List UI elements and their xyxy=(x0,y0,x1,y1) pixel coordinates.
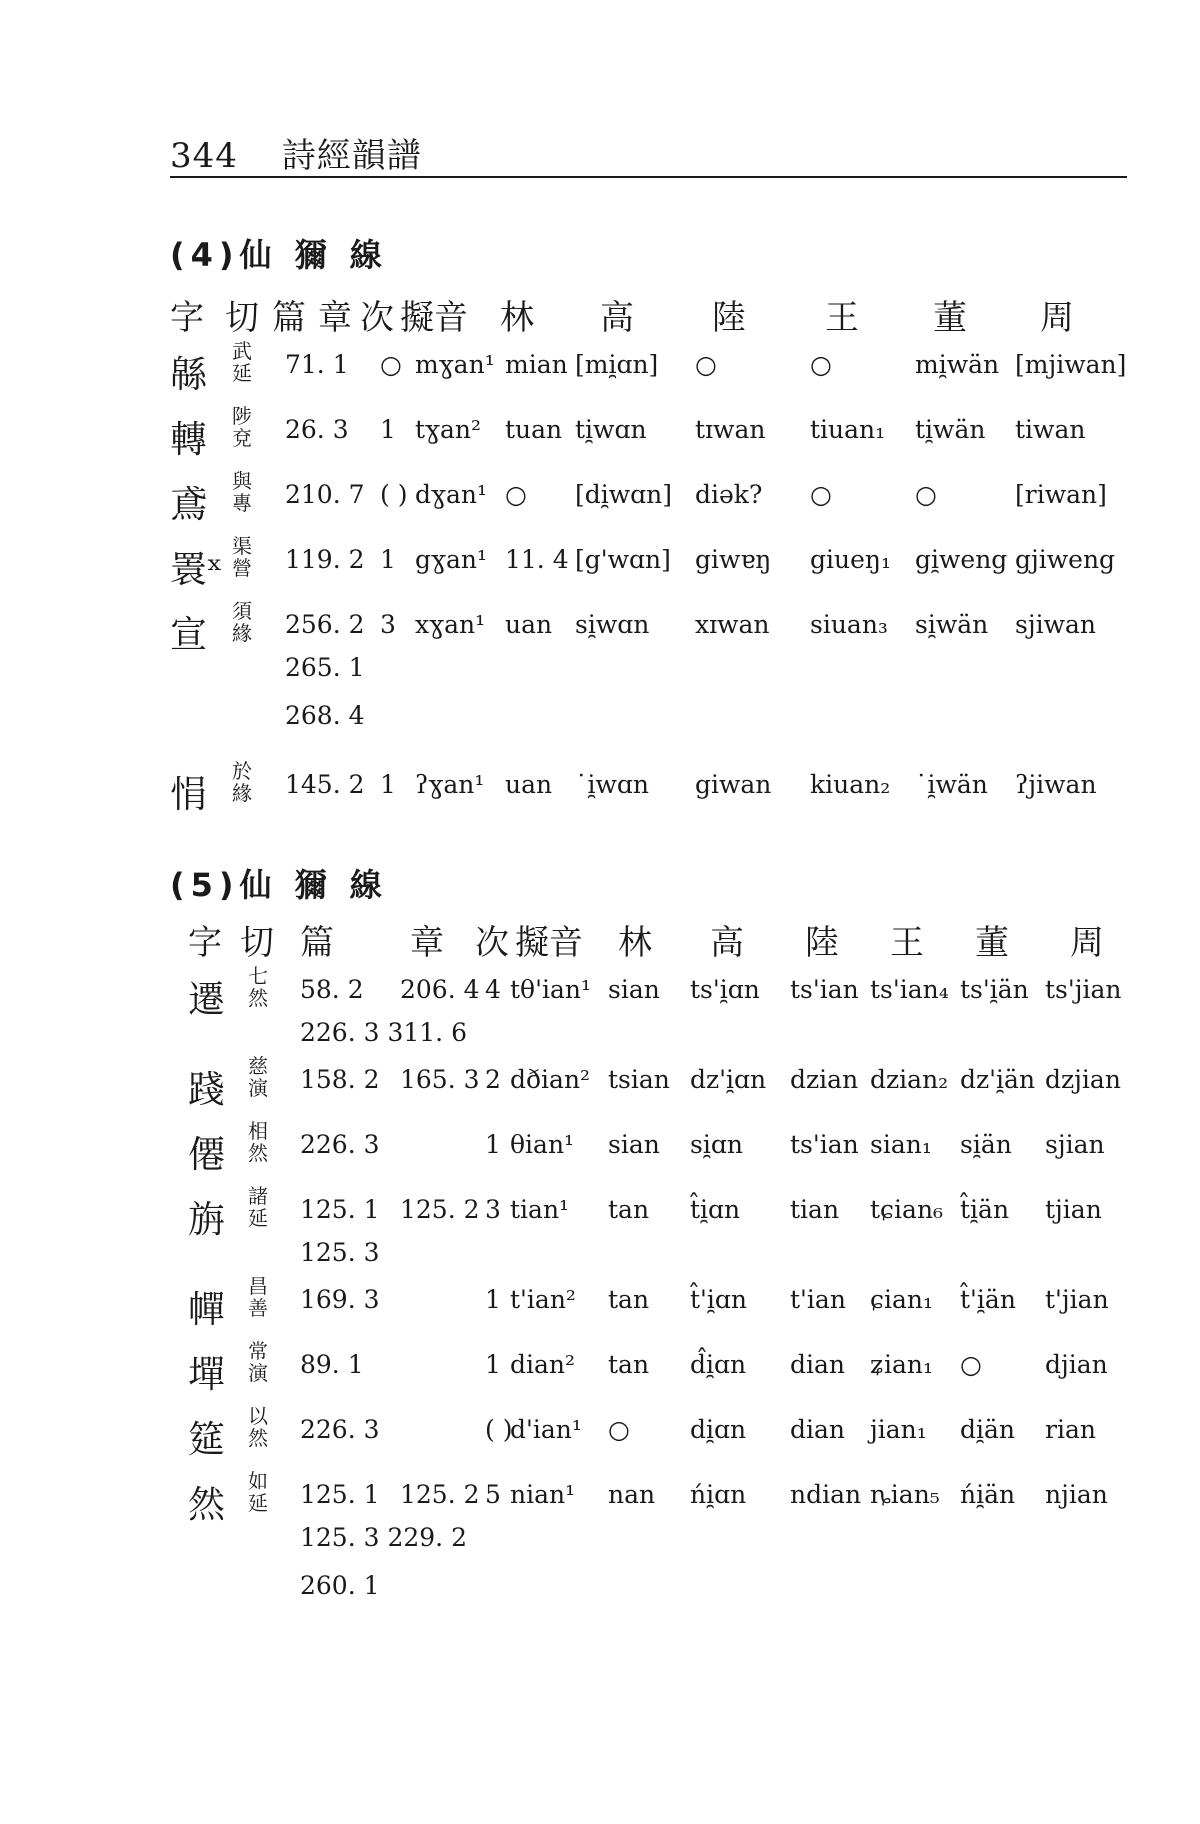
ci-value: 1 xyxy=(485,1285,501,1314)
gao-reading: t̂'i̯ɑn xyxy=(690,1285,748,1314)
lin-reading: uan xyxy=(505,770,553,799)
zhou-reading: tjian xyxy=(1045,1195,1102,1224)
ci-value: 5 xyxy=(485,1480,501,1509)
lu-reading: ts'ian xyxy=(790,975,859,1004)
gao-reading: si̯ɑn xyxy=(690,1130,743,1159)
lu-reading: dian xyxy=(790,1350,846,1379)
lin-reading: mian xyxy=(505,350,568,379)
pian-ref: 145. 2 xyxy=(285,770,365,799)
fanqie-spelling xyxy=(232,470,252,514)
ci-value: 1 xyxy=(380,545,396,574)
entry-character: 墠 xyxy=(188,1353,225,1396)
pian-ref: 169. 3 xyxy=(300,1285,380,1314)
gao-reading: [g'wɑn] xyxy=(575,545,671,574)
sec5-header-6: 林 xyxy=(618,923,652,963)
pian-ref: 256. 2 xyxy=(285,610,365,639)
header-rule xyxy=(170,176,1127,178)
entry-character: 宣 xyxy=(170,613,207,656)
continued-reference: 226. 3 311. 6 xyxy=(300,1018,467,1047)
dong-reading: t̂i̯än xyxy=(960,1195,1010,1224)
reconstruction: t'ian² xyxy=(510,1285,576,1314)
fanqie-char: 渠 xyxy=(232,534,252,558)
fanqie-spelling xyxy=(232,535,252,579)
lin-reading: sian xyxy=(608,1130,660,1159)
entry-character: 然 xyxy=(188,1483,225,1526)
continued-reference: 125. 3 229. 2 xyxy=(300,1523,467,1552)
lu-reading: ts'ian xyxy=(790,1130,859,1159)
fanqie-char: 昌 xyxy=(248,1274,268,1298)
dong-reading: di̯än xyxy=(960,1415,1016,1444)
wang-reading: ○ xyxy=(810,350,832,379)
sec5-header-2: 篇 xyxy=(300,923,334,963)
fanqie-spelling xyxy=(232,600,252,644)
book-title: 詩經韻譜 xyxy=(281,136,422,176)
sec4-header-8: 陸 xyxy=(712,298,746,338)
entry-character: 悁 xyxy=(170,773,207,816)
zhang-ref: 206. 4 xyxy=(400,975,480,1004)
continued-reference: 260. 1 xyxy=(300,1571,380,1600)
fanqie-spelling xyxy=(248,1185,268,1229)
zhou-reading: rian xyxy=(1045,1415,1096,1444)
fanqie-char: 相 xyxy=(248,1119,268,1143)
lin-reading: 11. 4 xyxy=(505,545,569,574)
pian-ref: 58. 2 xyxy=(300,975,364,1004)
fanqie-char: 然 xyxy=(248,986,268,1010)
zhou-reading: t'jian xyxy=(1045,1285,1109,1314)
reconstruction: ʔɣan¹ xyxy=(415,770,485,799)
sec4-header-3: 章 xyxy=(318,298,352,338)
dong-reading: si̯wän xyxy=(915,610,989,639)
dong-reading: si̯än xyxy=(960,1130,1012,1159)
ci-value: 1 xyxy=(485,1130,501,1159)
wang-reading: ○ xyxy=(810,480,832,509)
ci-value: 1 xyxy=(380,770,396,799)
zhou-reading: ʔjiwan xyxy=(1015,770,1097,799)
reconstruction: d'ian¹ xyxy=(510,1415,582,1444)
lu-reading: dzian xyxy=(790,1065,859,1094)
gao-reading: ti̯wɑn xyxy=(575,415,647,444)
pian-ref: 226. 3 xyxy=(300,1130,380,1159)
reconstruction: tian¹ xyxy=(510,1195,570,1224)
sec5-header-1: 切 xyxy=(240,923,274,963)
pian-ref: 125. 1 xyxy=(300,1195,380,1224)
sec4-header-0: 字 xyxy=(170,298,204,338)
lu-reading: t'ian xyxy=(790,1285,846,1314)
zhou-reading: gjiweng xyxy=(1015,545,1116,574)
lu-reading: tɪwan xyxy=(695,415,766,444)
fanqie-spelling xyxy=(232,405,252,449)
fanqie-spelling xyxy=(248,965,268,1009)
dong-reading: ○ xyxy=(960,1350,982,1379)
zhou-reading: sjian xyxy=(1045,1130,1105,1159)
entry-character: 幝 xyxy=(188,1288,225,1331)
wang-reading: ʑian₁ xyxy=(870,1350,934,1379)
sec5-header-9: 王 xyxy=(890,923,924,963)
pian-ref: 158. 2 xyxy=(300,1065,380,1094)
lin-reading: ○ xyxy=(608,1415,630,1444)
fanqie-char: 陟 xyxy=(232,404,252,428)
wang-reading: dzian₂ xyxy=(870,1065,949,1094)
gao-reading: [di̯wɑn] xyxy=(575,480,673,509)
reconstruction: xɣan¹ xyxy=(415,610,486,639)
continued-reference: 268. 4 xyxy=(285,701,365,730)
sec4-header-1: 切 xyxy=(225,298,259,338)
pian-ref: 226. 3 xyxy=(300,1415,380,1444)
lin-reading: nan xyxy=(608,1480,656,1509)
fanqie-char: 武 xyxy=(232,339,252,363)
sec5-header-8: 陸 xyxy=(805,923,839,963)
fanqie-char: 緣 xyxy=(232,621,252,645)
lin-reading: tan xyxy=(608,1195,650,1224)
section-5-title: (5)仙 獮 線 xyxy=(170,866,388,904)
page-header xyxy=(170,128,422,177)
entry-character: 轉 xyxy=(170,418,207,461)
reconstruction: dian² xyxy=(510,1350,576,1379)
fanqie-char: 於 xyxy=(232,759,252,783)
lu-reading: ndian xyxy=(790,1480,862,1509)
lu-reading: xɪwan xyxy=(695,610,770,639)
fanqie-spelling xyxy=(248,1405,268,1449)
reconstruction: dðian² xyxy=(510,1065,591,1094)
pian-ref: 26. 3 xyxy=(285,415,349,444)
zhou-reading: ts'jian xyxy=(1045,975,1122,1004)
entry-character: 鳶 xyxy=(170,483,207,526)
lu-reading: giwɐŋ xyxy=(695,545,772,574)
fanqie-char: 善 xyxy=(248,1296,268,1320)
fanqie-spelling xyxy=(248,1340,268,1384)
fanqie-spelling xyxy=(248,1120,268,1164)
dong-reading: ńi̯än xyxy=(960,1480,1016,1509)
pian-ref: 210. 7 xyxy=(285,480,365,509)
fanqie-spelling xyxy=(248,1275,268,1319)
pian-ref: 119. 2 xyxy=(285,545,365,574)
zhou-reading: tiwan xyxy=(1015,415,1086,444)
ci-value: 3 xyxy=(485,1195,501,1224)
pian-ref: 125. 1 xyxy=(300,1480,380,1509)
sec4-header-7: 高 xyxy=(600,298,634,338)
fanqie-char: 諸 xyxy=(248,1184,268,1208)
gao-reading: ts'i̯ɑn xyxy=(690,975,760,1004)
sec4-header-11: 周 xyxy=(1040,298,1074,338)
fanqie-char: 營 xyxy=(232,556,252,580)
entry-character: 瞏ˣ xyxy=(170,548,223,591)
dong-reading: t̂'i̯än xyxy=(960,1285,1016,1314)
fanqie-char: 須 xyxy=(232,599,252,623)
fanqie-char: 演 xyxy=(248,1076,268,1100)
entry-character: 僊 xyxy=(188,1133,225,1176)
fanqie-char: 延 xyxy=(248,1491,268,1515)
sec5-header-10: 董 xyxy=(975,923,1009,963)
entry-character: 緜 xyxy=(170,353,207,396)
fanqie-char: 兗 xyxy=(232,426,252,450)
fanqie-char: 延 xyxy=(232,361,252,385)
lu-reading: ○ xyxy=(695,350,717,379)
page-number: 344 xyxy=(170,136,238,176)
fanqie-char: 慈 xyxy=(248,1054,268,1078)
ci-value: ○ xyxy=(380,350,402,379)
fanqie-spelling xyxy=(248,1470,268,1514)
pian-ref: 71. 1 xyxy=(285,350,349,379)
ci-value: 2 xyxy=(485,1065,501,1094)
entry-character: 旃 xyxy=(188,1198,225,1241)
zhou-reading: njian xyxy=(1045,1480,1108,1509)
lin-reading: sian xyxy=(608,975,660,1004)
fanqie-spelling xyxy=(232,760,252,804)
gao-reading: ˙i̯wɑn xyxy=(575,770,649,799)
dong-reading: dz'i̯än xyxy=(960,1065,1036,1094)
zhou-reading: djian xyxy=(1045,1350,1108,1379)
entry-character: 踐 xyxy=(188,1068,225,1111)
fanqie-char: 常 xyxy=(248,1339,268,1363)
zhang-ref: 125. 2 xyxy=(400,1195,480,1224)
lin-reading: tan xyxy=(608,1350,650,1379)
wang-reading: ɕian₁ xyxy=(870,1285,934,1314)
continued-reference: 125. 3 xyxy=(300,1238,380,1267)
fanqie-char: 專 xyxy=(232,491,252,515)
ci-value: 1 xyxy=(380,415,396,444)
dong-reading: ○ xyxy=(915,480,937,509)
sec4-header-9: 王 xyxy=(825,298,859,338)
zhang-ref: 165. 3 xyxy=(400,1065,480,1094)
gao-reading: t̂i̯ɑn xyxy=(690,1195,741,1224)
dong-reading: mi̯wän xyxy=(915,350,1000,379)
lu-reading: tian xyxy=(790,1195,840,1224)
sec4-header-4: 次 xyxy=(360,298,394,338)
dong-reading: ti̯wän xyxy=(915,415,986,444)
lin-reading: uan xyxy=(505,610,553,639)
dong-reading: gi̯weng xyxy=(915,545,1008,574)
reconstruction: θian¹ xyxy=(510,1130,575,1159)
wang-reading: ts'ian₄ xyxy=(870,975,949,1004)
sec5-header-3: 章 xyxy=(410,923,444,963)
zhou-reading: sjiwan xyxy=(1015,610,1096,639)
sec5-header-11: 周 xyxy=(1070,923,1104,963)
fanqie-spelling xyxy=(232,340,252,384)
wang-reading: ȵian₅ xyxy=(870,1480,940,1509)
reconstruction: gɣan¹ xyxy=(415,545,488,574)
fanqie-char: 與 xyxy=(232,469,252,493)
sec5-header-7: 高 xyxy=(710,923,744,963)
wang-reading: giueŋ₁ xyxy=(810,545,892,574)
gao-reading: di̯ɑn xyxy=(690,1415,747,1444)
ci-value: 3 xyxy=(380,610,396,639)
wang-reading: jian₁ xyxy=(870,1415,927,1444)
dong-reading: ts'i̯än xyxy=(960,975,1029,1004)
zhou-reading: [mjiwan] xyxy=(1015,350,1127,379)
fanqie-char: 緣 xyxy=(232,781,252,805)
reconstruction: tθ'ian¹ xyxy=(510,975,591,1004)
entry-character: 遷 xyxy=(188,978,225,1021)
zhang-ref: 125. 2 xyxy=(400,1480,480,1509)
ci-value: ( ) xyxy=(485,1415,513,1444)
fanqie-spelling xyxy=(248,1055,268,1099)
wang-reading: sian₁ xyxy=(870,1130,932,1159)
sec4-header-6: 林 xyxy=(500,298,534,338)
wang-reading: siuan₃ xyxy=(810,610,888,639)
gao-reading: [mi̯ɑn] xyxy=(575,350,659,379)
lu-reading: dian xyxy=(790,1415,846,1444)
sec5-header-4: 次 xyxy=(475,923,509,963)
fanqie-char: 演 xyxy=(248,1361,268,1385)
entry-character: 筵 xyxy=(188,1418,225,1461)
reconstruction: nian¹ xyxy=(510,1480,576,1509)
lu-reading: diək? xyxy=(695,480,763,509)
sec5-header-0: 字 xyxy=(188,923,222,963)
sec4-header-5: 擬音 xyxy=(400,298,468,338)
fanqie-char: 七 xyxy=(248,964,268,988)
continued-reference: 265. 1 xyxy=(285,653,365,682)
fanqie-char: 然 xyxy=(248,1141,268,1165)
ci-value: ( ) xyxy=(380,480,408,509)
sec4-header-10: 董 xyxy=(933,298,967,338)
fanqie-char: 如 xyxy=(248,1469,268,1493)
lin-reading: tan xyxy=(608,1285,650,1314)
dong-reading: ˙i̯wän xyxy=(915,770,988,799)
gao-reading: d̂i̯ɑn xyxy=(690,1350,747,1379)
wang-reading: tɕian₆ xyxy=(870,1195,944,1224)
lin-reading: ○ xyxy=(505,480,527,509)
wang-reading: kiuan₂ xyxy=(810,770,891,799)
reconstruction: dɣan¹ xyxy=(415,480,488,509)
wang-reading: tiuan₁ xyxy=(810,415,886,444)
fanqie-char: 以 xyxy=(248,1404,268,1428)
fanqie-char: 然 xyxy=(248,1426,268,1450)
reconstruction: tɣan² xyxy=(415,415,482,444)
gao-reading: dz'i̯ɑn xyxy=(690,1065,767,1094)
section-4-title: (4)仙 獮 線 xyxy=(170,236,388,274)
sec5-header-5: 擬音 xyxy=(515,923,583,963)
reconstruction: mɣan¹ xyxy=(415,350,495,379)
ci-value: 1 xyxy=(485,1350,501,1379)
zhou-reading: dzjian xyxy=(1045,1065,1121,1094)
gao-reading: ńi̯ɑn xyxy=(690,1480,747,1509)
lin-reading: tsian xyxy=(608,1065,670,1094)
zhou-reading: [riwan] xyxy=(1015,480,1107,509)
lin-reading: tuan xyxy=(505,415,563,444)
sec4-header-2: 篇 xyxy=(272,298,306,338)
gao-reading: si̯wɑn xyxy=(575,610,650,639)
pian-ref: 89. 1 xyxy=(300,1350,364,1379)
fanqie-char: 延 xyxy=(248,1206,268,1230)
ci-value: 4 xyxy=(485,975,501,1004)
lu-reading: giwan xyxy=(695,770,772,799)
